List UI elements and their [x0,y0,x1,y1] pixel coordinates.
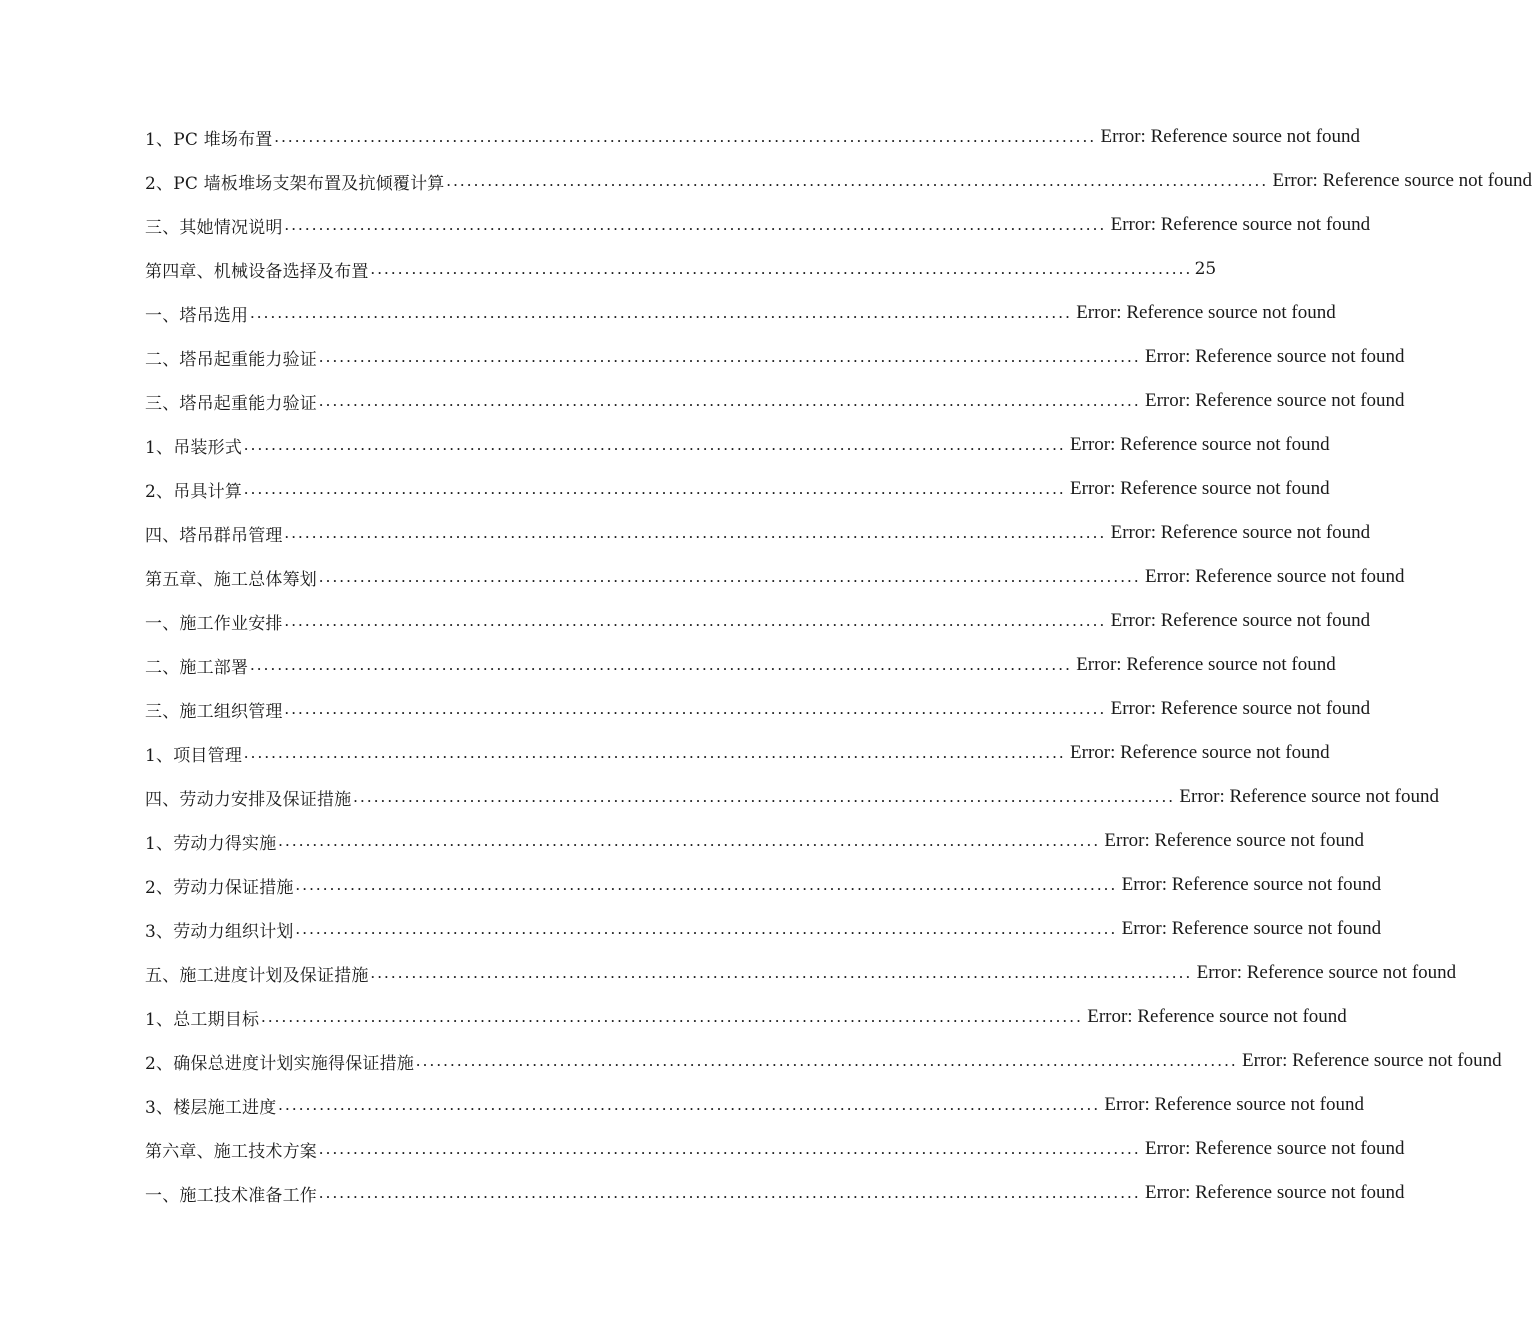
toc-dot-leader: ........................................................................................................................ [250,303,1073,322]
toc-entry-title: 2、劳动力保证措施 [145,873,296,898]
toc-entry-title: 第四章、机械设备选择及布置 [145,257,371,282]
toc-entry[interactable] [145,1083,1364,1127]
toc-dot-leader: ........................................................................................................................ [319,1139,1141,1158]
toc-entry-page: Error: Reference source not found [1110,214,1371,235]
toc-dot-leader: ........................................................................................................................ [244,435,1067,454]
toc-dot-leader: ........................................................................................................................ [284,523,1107,542]
toc-entry-title: 3、楼层施工进度 [145,1093,278,1118]
toc-entry-page: Error: Reference source not found [1145,390,1405,411]
toc-entry[interactable] [145,511,1371,555]
toc-entry[interactable] [145,291,1336,335]
toc-entry-page: Error: Reference source not found [1070,478,1330,499]
toc-entry-title: 2、确保总进度计划实施得保证措施 [145,1049,416,1074]
toc-entry[interactable] [145,555,1405,599]
toc-dot-leader: ........................................................................................................................ [244,479,1067,498]
toc-entry-page: Error: Reference source not found [1121,918,1382,939]
toc-entry-page: Error: Reference source not found [1076,654,1336,675]
toc-entry-title: 一、施工作业安排 [145,609,285,634]
toc-dot-leader: ........................................................................................................................ [284,215,1107,234]
toc-dot-leader: ........................................................................................................................ [319,567,1141,586]
toc-entry-title: 1、PC 堆场布置 [145,125,274,150]
toc-entry[interactable] [145,1127,1405,1171]
toc-dot-leader: ........................................................................................................................ [319,391,1141,410]
toc-entry-page: Error: Reference source not found [1145,346,1405,367]
toc-entry-page: Error: Reference source not found [1145,1182,1405,1203]
toc-dot-leader: ........................................................................................................................ [284,699,1107,718]
toc-entry[interactable] [145,159,1532,203]
toc-dot-leader: ........................................................................................................................ [244,743,1067,762]
toc-entry-page: Error: Reference source not found [1076,302,1336,323]
toc-entry[interactable] [145,907,1382,951]
toc-entry[interactable] [145,423,1330,467]
toc-entry-title: 1、劳动力得实施 [145,829,278,854]
toc-entry[interactable] [145,1171,1405,1215]
toc-entry-title: 2、吊具计算 [145,477,244,502]
toc-entry-title: 2、PC 墙板堆场支架布置及抗倾覆计算 [145,169,446,194]
toc-entry-title: 三、施工组织管理 [145,697,285,722]
toc-entry[interactable] [145,335,1405,379]
toc-entry-page: Error: Reference source not found [1179,786,1439,807]
toc-dot-leader: ........................................................................................................................ [353,787,1176,806]
toc-entry[interactable] [145,775,1439,819]
toc-entry-title: 二、塔吊起重能力验证 [145,345,319,370]
toc-entry-page: Error: Reference source not found [1110,610,1371,631]
toc-entry[interactable] [145,863,1382,907]
toc-entry[interactable] [145,467,1330,511]
toc-entry-title: 三、其她情况说明 [145,213,285,238]
toc-dot-leader: ........................................................................................................................ [416,1051,1239,1070]
toc-entry-page: Error: Reference source not found [1110,522,1371,543]
toc-dot-leader: ........................................................................................................................ [250,655,1073,674]
toc-entry-page: Error: Reference source not found [1070,434,1330,455]
toc-entry-title: 五、施工进度计划及保证措施 [145,961,371,986]
toc-dot-leader: ........................................................................................................................ [261,1007,1084,1026]
toc-entry-page: Error: Reference source not found [1070,742,1330,763]
toc-entry[interactable] [145,995,1347,1039]
toc-entry[interactable] [145,1039,1502,1083]
toc-dot-leader: ........................................................................................................................ [370,963,1193,982]
toc-dot-leader: ........................................................................................................................ [446,171,1269,190]
toc-entry-page: Error: Reference source not found [1110,698,1371,719]
toc-entry-page: Error: Reference source not found [1145,1138,1405,1159]
toc-dot-leader: ........................................................................................................................ [370,259,1193,278]
toc-entry-title: 第五章、施工总体筹划 [145,565,319,590]
toc-entry-page: 25 [1194,259,1217,279]
toc-entry-title: 四、塔吊群吊管理 [145,521,285,546]
toc-entry-page: Error: Reference source not found [1100,126,1361,147]
toc-entry-page: Error: Reference source not found [1196,962,1457,983]
toc-entry[interactable] [145,731,1330,775]
toc-entry[interactable] [145,599,1371,643]
toc-entry-title: 一、施工技术准备工作 [145,1181,319,1206]
toc-entry-page: Error: Reference source not found [1087,1006,1347,1027]
toc-entry-title: 1、总工期目标 [145,1005,261,1030]
toc-entry[interactable] [145,203,1371,247]
toc-dot-leader: ........................................................................................................................ [278,1095,1101,1114]
toc-entry-title: 1、项目管理 [145,741,244,766]
toc-dot-leader: ........................................................................................................................ [295,875,1118,894]
toc-entry[interactable] [145,379,1405,423]
toc-dot-leader: ........................................................................................................................ [274,127,1097,146]
toc-entry-title: 3、劳动力组织计划 [145,917,296,942]
toc-entry-title: 二、施工部署 [145,653,250,678]
toc-entry-title: 三、塔吊起重能力验证 [145,389,319,414]
toc-entry[interactable] [145,643,1336,687]
toc-dot-leader: ........................................................................................................................ [295,919,1118,938]
toc-dot-leader: ........................................................................................................................ [319,347,1141,366]
toc-entry[interactable] [145,951,1457,995]
toc-entry-page: Error: Reference source not found [1121,874,1382,895]
toc-entry-page: Error: Reference source not found [1104,1094,1364,1115]
toc-entry[interactable] [145,247,1217,291]
toc-entry[interactable] [145,819,1364,863]
toc-entry-page: Error: Reference source not found [1272,170,1532,191]
toc-dot-leader: ........................................................................................................................ [284,611,1107,630]
toc-entry-title: 四、劳动力安排及保证措施 [145,785,353,810]
toc-entry-title: 1、吊装形式 [145,433,244,458]
toc-entry-title: 一、塔吊选用 [145,301,250,326]
toc-entry[interactable] [145,115,1361,159]
toc-entry-page: Error: Reference source not found [1242,1050,1502,1071]
toc-entry-title: 第六章、施工技术方案 [145,1137,319,1162]
toc-entry-page: Error: Reference source not found [1104,830,1364,851]
table-of-contents [145,115,1532,1215]
toc-dot-leader: ........................................................................................................................ [278,831,1101,850]
toc-dot-leader: ........................................................................................................................ [319,1183,1141,1202]
toc-entry-page: Error: Reference source not found [1145,566,1405,587]
toc-entry[interactable] [145,687,1371,731]
